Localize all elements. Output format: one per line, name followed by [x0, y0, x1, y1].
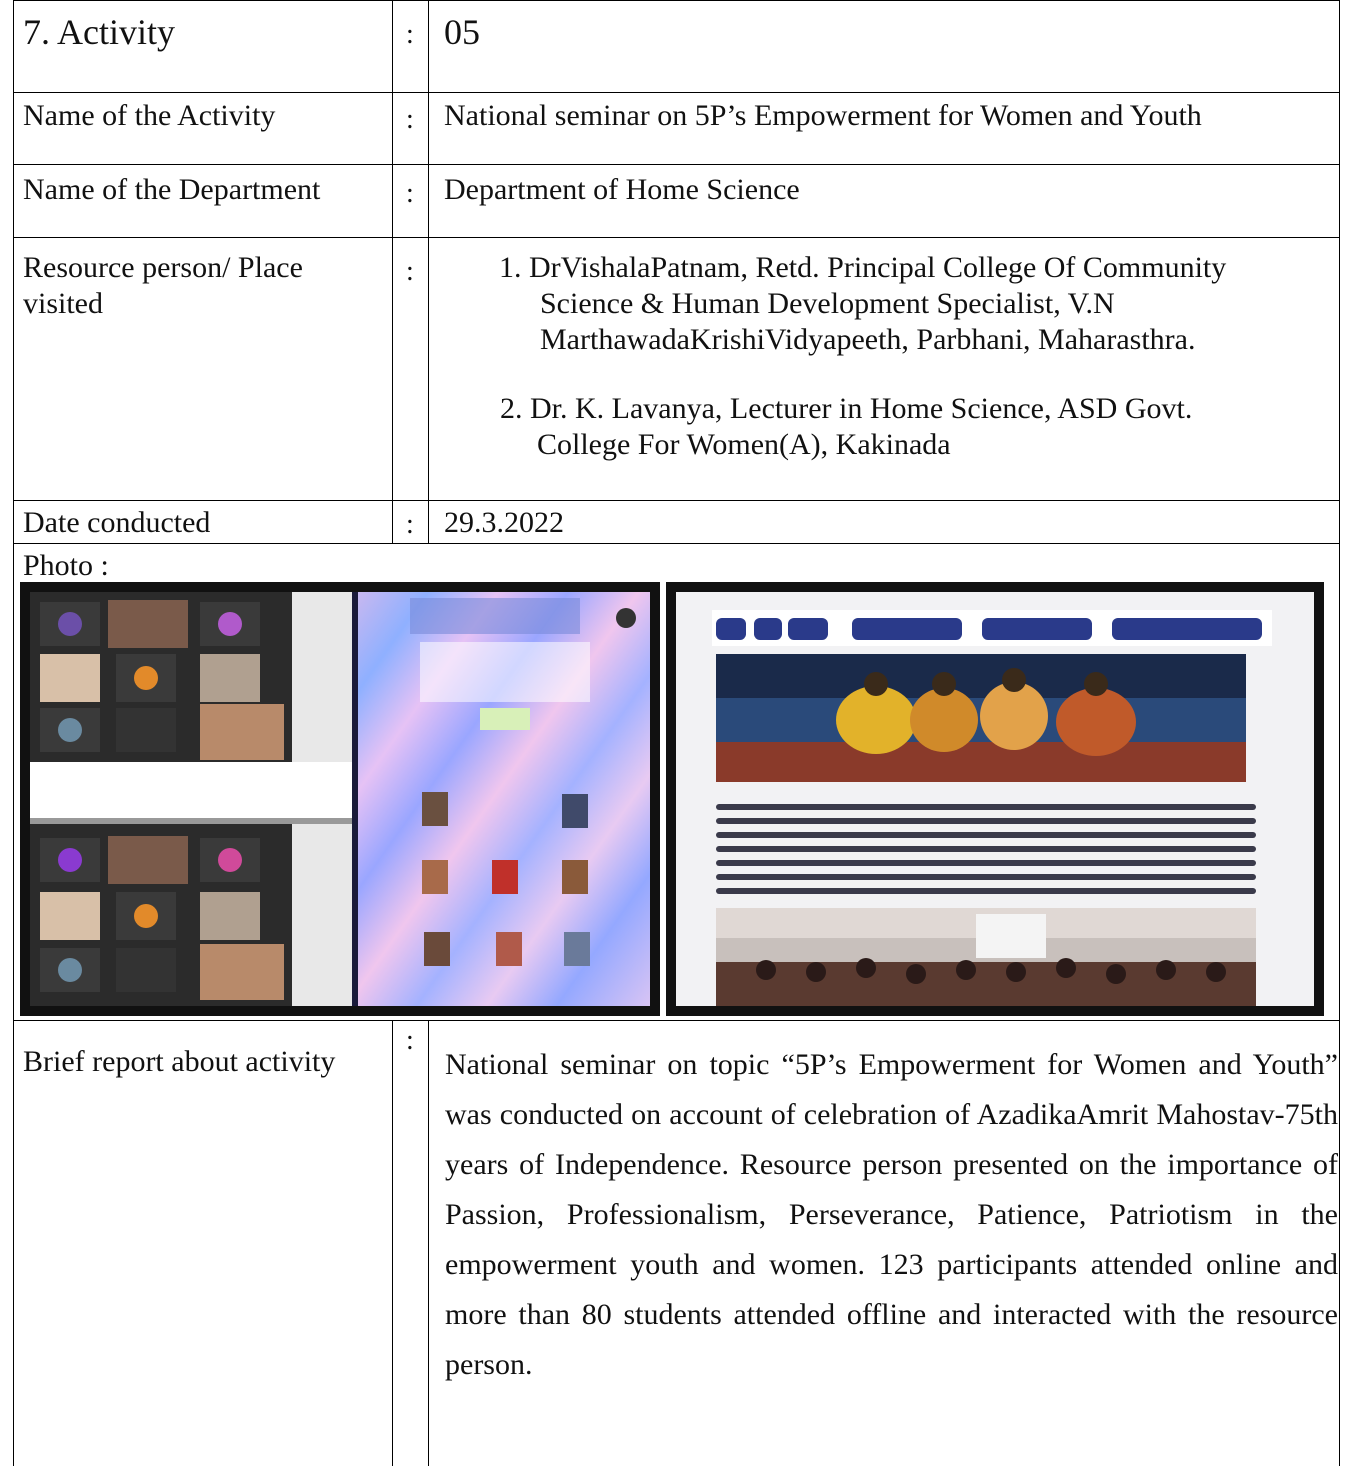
- colon: :: [406, 256, 414, 287]
- row-divider: [13, 237, 1340, 238]
- row-divider: [13, 92, 1340, 93]
- column-divider: [392, 1020, 393, 1466]
- name-activity-value: National seminar on 5P’s Empowerment for Women and Youth: [444, 99, 1202, 132]
- newspaper-clipping-photo: [666, 582, 1324, 1016]
- report-paragraph: National seminar on topic “5P’s Empowerment for Women and Youth” was conducted on account of celebration of AzadikaAmrit Mahostav-75th years of Independence. Resource person presented on the importance of Passion, Professionalism, Perseverance, Patience, Patriotism in the empowerment youth and women. 123 participants attended online and more than 80 students attended offline and interacted with the resource person.: [445, 1048, 1338, 1381]
- colon: :: [406, 178, 414, 209]
- activity-number: 05: [444, 12, 480, 52]
- department-label: Name of the Department: [23, 173, 321, 206]
- date-label: Date conducted: [23, 506, 211, 539]
- row-divider: [13, 543, 1340, 544]
- row-divider: [13, 500, 1340, 501]
- resource-label-line2: visited: [23, 287, 103, 320]
- newspaper-graphic: [676, 592, 1314, 1006]
- collage-graphic: [30, 592, 650, 1006]
- date-value: 29.3.2022: [444, 506, 564, 539]
- resource-item2-line1: 2. Dr. K. Lavanya, Lecturer in Home Science, ASD Govt.: [500, 392, 1193, 425]
- activity-report-document: [13, 0, 1352, 1466]
- department-value: Department of Home Science: [444, 173, 800, 206]
- table-border-top: [13, 0, 1340, 1]
- colon: :: [406, 1025, 414, 1056]
- resource-item1-line1: 1. DrVishalaPatnam, Retd. Principal College Of Community: [499, 251, 1227, 284]
- activity-label: 7. Activity: [23, 12, 175, 52]
- report-label: Brief report about activity: [23, 1045, 336, 1078]
- resource-item1-line2: Science & Human Development Specialist, V.N: [540, 287, 1115, 320]
- table-border-left: [13, 0, 14, 1466]
- column-divider: [428, 1020, 429, 1466]
- resource-item2-line2: College For Women(A), Kakinada: [537, 428, 951, 461]
- row-divider: [13, 164, 1340, 165]
- table-border-right: [1339, 0, 1340, 1466]
- row-divider: [13, 1020, 1340, 1021]
- colon: :: [406, 19, 414, 50]
- photo-label: Photo :: [23, 549, 109, 582]
- online-seminar-collage-photo: [20, 582, 660, 1016]
- name-activity-label: Name of the Activity: [23, 99, 276, 132]
- resource-item1-line3: MarthawadaKrishiVidyapeeth, Parbhani, Maharasthra.: [540, 323, 1196, 356]
- colon: :: [406, 104, 414, 135]
- colon: :: [406, 509, 414, 540]
- column-divider: [392, 0, 393, 543]
- resource-label-line1: Resource person/ Place: [23, 251, 303, 284]
- column-divider: [428, 0, 429, 543]
